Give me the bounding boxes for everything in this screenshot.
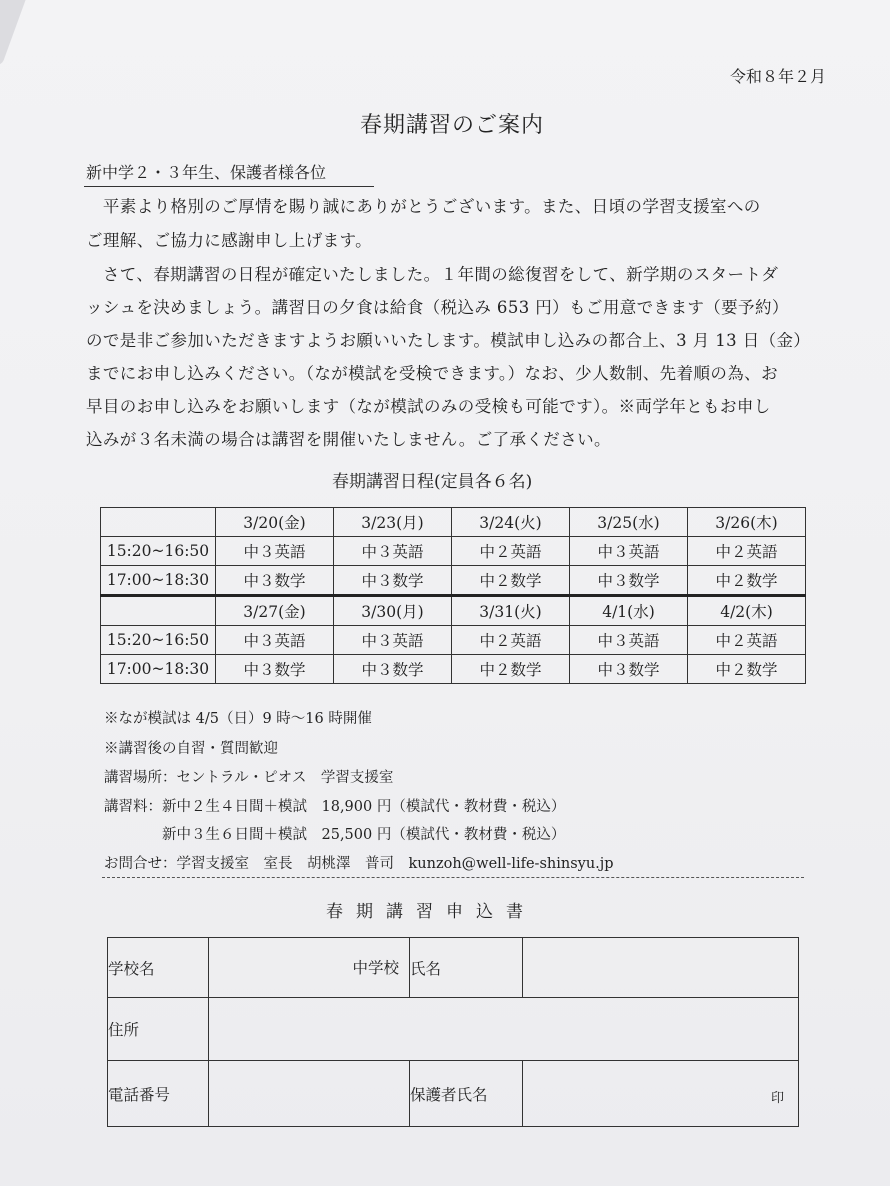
class-cell: 中３数学 [334, 655, 452, 684]
class-cell: 中２英語 [688, 626, 806, 655]
guardian-field[interactable] [523, 1061, 799, 1127]
schedule-row [101, 566, 806, 596]
body-line: 込みが３名未満の場合は講習を開催いたしません。ご了承ください。 [86, 430, 611, 449]
venue-line: 講習場所：セントラル・ピオス 学習支援室 [104, 770, 394, 786]
class-cell: 中２数学 [452, 655, 570, 684]
addressee: 新中学２・３年生、保護者様各位 [86, 163, 327, 182]
date-cell: 3/24(火) [452, 508, 570, 537]
name-label: 氏名 [410, 938, 523, 998]
schedule-title: 春期講習日程(定員各６名) [332, 472, 533, 492]
schedule-row [101, 626, 806, 655]
body-line: までにお申し込みください。（なが模試を受検できます。）なお、少人数制、先着順の為、お [86, 364, 778, 383]
address-field[interactable] [209, 998, 799, 1061]
date-cell: 3/25(水) [570, 508, 688, 537]
date-cell: 3/23(月) [334, 508, 452, 537]
time-cell: 17:00~18:30 [101, 566, 216, 596]
body-line: 平素より格別のご厚情を賜り誠にありがとうございます。また、日頃の学習支援室への [86, 197, 761, 216]
note-line: ※講習後の自習・質問歓迎 [104, 741, 278, 757]
class-cell: 中３数学 [570, 566, 688, 596]
addressee-underline [84, 186, 374, 187]
class-cell: 中３英語 [570, 626, 688, 655]
schedule-row [101, 655, 806, 684]
name-field[interactable] [523, 938, 799, 998]
issue-date: 令和８年２月 [730, 67, 827, 86]
class-cell: 中２英語 [452, 537, 570, 566]
class-cell: 中３英語 [570, 537, 688, 566]
date-cell: 3/31(火) [452, 596, 570, 626]
date-cell: 3/20(金) [216, 508, 334, 537]
document-title: 春期講習のご案内 [360, 113, 545, 138]
schedule-table [100, 507, 806, 684]
blank-cell [101, 508, 216, 537]
body-line: ご理解、ご協力に感謝申し上げます。 [86, 231, 372, 250]
time-cell: 15:20~16:50 [101, 537, 216, 566]
class-cell: 中３数学 [216, 655, 334, 684]
class-cell: 中２数学 [688, 655, 806, 684]
class-cell: 中２数学 [688, 566, 806, 596]
date-cell: 4/2(木) [688, 596, 806, 626]
class-cell: 中３数学 [334, 566, 452, 596]
date-cell: 3/27(金) [216, 596, 334, 626]
date-cell: 3/26(木) [688, 508, 806, 537]
contact-line: お問合せ：学習支援室 室長 胡桃澤 普司 kunzoh@well-life-shinsyu.jp [104, 856, 614, 872]
date-header-row [101, 596, 806, 626]
class-cell: 中２数学 [452, 566, 570, 596]
blank-cell [101, 596, 216, 626]
body-line: さて、春期講習の日程が確定いたしました。１年間の総復習をして、新学期のスタートダ [86, 265, 779, 284]
school-field[interactable] [209, 938, 410, 998]
class-cell: 中３英語 [334, 626, 452, 655]
fee-line: 新中３生６日間＋模試 25,500 円（模試代・教材費・税込） [104, 827, 566, 843]
note-line: ※なが模試は 4/5（日）9 時〜16 時開催 [104, 711, 372, 727]
class-cell: 中３数学 [570, 655, 688, 684]
class-cell: 中３英語 [216, 626, 334, 655]
body-line: ので是非ご参加いただきますようお願いいたします。模試申し込みの都合上、3 月 13 日（金） [86, 331, 811, 350]
date-cell: 4/1(水) [570, 596, 688, 626]
time-cell: 17:00~18:30 [101, 655, 216, 684]
class-cell: 中２英語 [452, 626, 570, 655]
form-title: 春期講習申込書 [326, 902, 536, 922]
seal-mark: 印 [770, 1091, 784, 1106]
cut-line [102, 877, 804, 878]
paper-corner [0, 0, 35, 67]
form-row [108, 998, 799, 1061]
fee-line: 講習料：新中２生４日間＋模試 18,900 円（模試代・教材費・税込） [104, 799, 566, 815]
school-label: 学校名 [108, 938, 209, 998]
form-row [108, 1061, 799, 1127]
class-cell: 中３英語 [216, 537, 334, 566]
school-suffix: 中学校 [352, 959, 399, 977]
body-line: 早目のお申し込みをお願いします（なが模試のみの受検も可能です）。※両学年ともお申し [86, 397, 771, 416]
body-line: ッシュを決めましょう。講習日の夕食は給食（税込み 653 円）もご用意できます（要予約） [86, 298, 789, 317]
form-row [108, 938, 799, 998]
phone-field[interactable] [209, 1061, 410, 1127]
class-cell: 中３数学 [216, 566, 334, 596]
phone-label: 電話番号 [108, 1061, 209, 1127]
schedule-row [101, 537, 806, 566]
class-cell: 中２英語 [688, 537, 806, 566]
date-header-row [101, 508, 806, 537]
class-cell: 中３英語 [334, 537, 452, 566]
application-form [107, 937, 799, 1127]
address-label: 住所 [108, 998, 209, 1061]
date-cell: 3/30(月) [334, 596, 452, 626]
guardian-label: 保護者氏名 [410, 1061, 523, 1127]
time-cell: 15:20~16:50 [101, 626, 216, 655]
